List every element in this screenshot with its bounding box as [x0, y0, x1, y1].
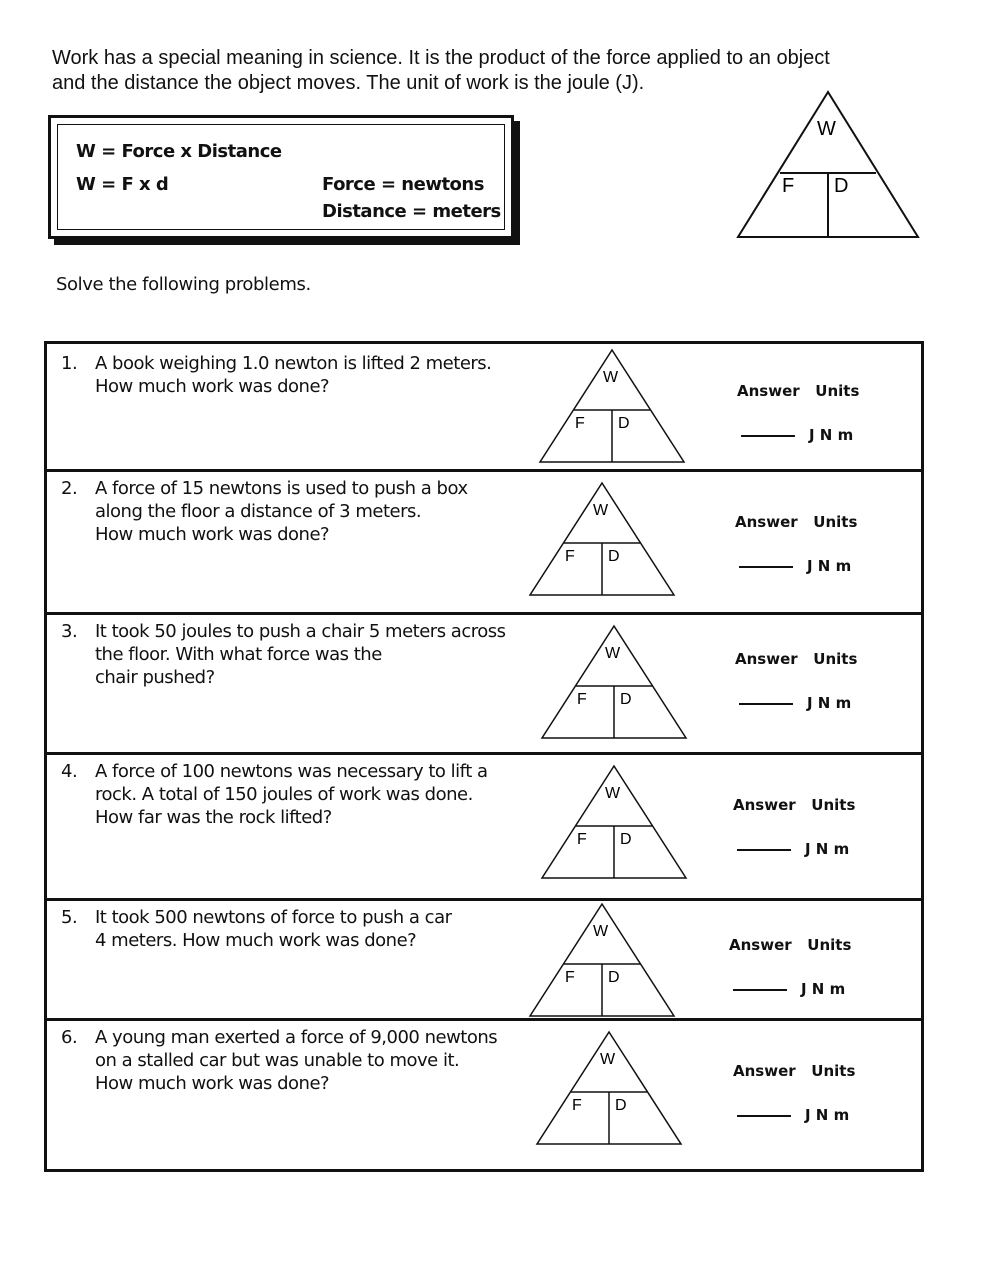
answer-blank[interactable] — [733, 989, 787, 991]
problem-row-1 — [47, 344, 921, 472]
problem-number: 1. — [61, 353, 78, 374]
answer-blank[interactable] — [739, 566, 793, 568]
formula-line-2: W = F x d — [76, 174, 169, 195]
problem-triangle — [527, 902, 677, 1018]
problems-table — [44, 341, 924, 1172]
formula-box — [48, 115, 514, 239]
units-options: J N m — [805, 840, 850, 858]
answer-units-header: Answer Units — [735, 513, 858, 531]
problem-number: 5. — [61, 907, 78, 928]
answer-line — [737, 840, 849, 858]
problem-row-5 — [47, 898, 921, 1021]
answer-blank[interactable] — [739, 703, 793, 705]
triangle-d: D — [615, 1097, 627, 1114]
problem-triangle — [539, 624, 689, 740]
answer-units-header: Answer Units — [733, 1062, 856, 1080]
answer-line — [741, 426, 853, 444]
triangle-d: D — [608, 548, 620, 565]
formula-triangle — [735, 90, 921, 240]
problem-row-4 — [47, 752, 921, 901]
triangle-f: F — [572, 1097, 582, 1114]
problem-text-line: 4 meters. How much work was done? — [95, 930, 417, 951]
problem-text-line: chair pushed? — [95, 667, 215, 688]
problem-row-6 — [47, 1018, 921, 1169]
triangle-w: W — [603, 369, 619, 386]
answer-units-header: Answer Units — [733, 796, 856, 814]
units-options: J N m — [801, 980, 846, 998]
answer-line — [733, 980, 845, 998]
triangle-d: D — [608, 969, 620, 986]
triangle-d: D — [620, 831, 632, 848]
units-options: J N m — [807, 694, 852, 712]
problem-text — [95, 1026, 565, 1095]
intro-line-2: and the distance the object moves. The unit of work is the joule (J). — [52, 72, 645, 94]
problem-text-line: How much work was done? — [95, 1073, 330, 1094]
triangle-w: W — [817, 118, 836, 140]
problem-text-line: It took 50 joules to push a chair 5 meters across — [95, 621, 506, 642]
answer-blank[interactable] — [741, 435, 795, 437]
problem-text — [95, 477, 565, 546]
triangle-d: D — [618, 415, 630, 432]
triangle-f: F — [577, 691, 587, 708]
triangle-w: W — [593, 923, 609, 940]
problem-text-line: rock. A total of 150 joules of work was done. — [95, 784, 473, 805]
problem-triangle — [527, 481, 677, 597]
triangle-d: D — [834, 175, 849, 197]
formula-box-inner — [57, 124, 505, 230]
instructions: Solve the following problems. — [56, 274, 311, 295]
units-options: J N m — [805, 1106, 850, 1124]
answer-line — [739, 557, 851, 575]
problem-text-line: How much work was done? — [95, 524, 330, 545]
problem-number: 3. — [61, 621, 78, 642]
problem-text-line: along the floor a distance of 3 meters. — [95, 501, 422, 522]
problem-number: 6. — [61, 1027, 78, 1048]
triangle-f: F — [782, 175, 795, 197]
answer-units-header: Answer Units — [737, 382, 860, 400]
problem-text — [95, 906, 565, 952]
triangle-d: D — [620, 691, 632, 708]
problem-number: 4. — [61, 761, 78, 782]
problem-text-line: How far was the rock lifted? — [95, 807, 332, 828]
answer-line — [739, 694, 851, 712]
triangle-w: W — [593, 502, 609, 519]
problem-number: 2. — [61, 478, 78, 499]
problem-row-2 — [47, 469, 921, 615]
problem-text-line: on a stalled car but was unable to move it. — [95, 1050, 460, 1071]
triangle-f: F — [577, 831, 587, 848]
units-options: J N m — [807, 557, 852, 575]
problem-text — [95, 352, 565, 398]
problem-row-3 — [47, 612, 921, 755]
problem-text-line: A young man exerted a force of 9,000 newtons — [95, 1027, 498, 1048]
triangle-f: F — [565, 548, 575, 565]
problem-text — [95, 760, 565, 829]
answer-blank[interactable] — [737, 849, 791, 851]
triangle-w: W — [605, 785, 621, 802]
answer-units-header: Answer Units — [729, 936, 852, 954]
problem-triangle — [539, 764, 689, 880]
intro-paragraph — [52, 46, 962, 96]
answer-blank[interactable] — [737, 1115, 791, 1117]
distance-unit: Distance = meters — [322, 201, 501, 222]
triangle-f: F — [575, 415, 585, 432]
problem-triangle — [537, 348, 687, 464]
problem-text-line: A book weighing 1.0 newton is lifted 2 meters. — [95, 353, 492, 374]
problem-text-line: How much work was done? — [95, 376, 330, 397]
triangle-f: F — [565, 969, 575, 986]
force-unit: Force = newtons — [322, 174, 484, 195]
intro-line-1: Work has a special meaning in science. It is the product of the force applied to an object — [52, 47, 830, 69]
problem-text-line: A force of 100 newtons was necessary to lift a — [95, 761, 488, 782]
problem-text-line: the floor. With what force was the — [95, 644, 382, 665]
units-options: J N m — [809, 426, 854, 444]
triangle-w: W — [605, 645, 621, 662]
problem-text-line: A force of 15 newtons is used to push a box — [95, 478, 468, 499]
formula-line-1: W = Force x Distance — [76, 141, 282, 162]
triangle-w: W — [600, 1051, 616, 1068]
problem-triangle — [534, 1030, 684, 1146]
answer-units-header: Answer Units — [735, 650, 858, 668]
problem-text-line: It took 500 newtons of force to push a car — [95, 907, 452, 928]
problem-text — [95, 620, 565, 689]
answer-line — [737, 1106, 849, 1124]
